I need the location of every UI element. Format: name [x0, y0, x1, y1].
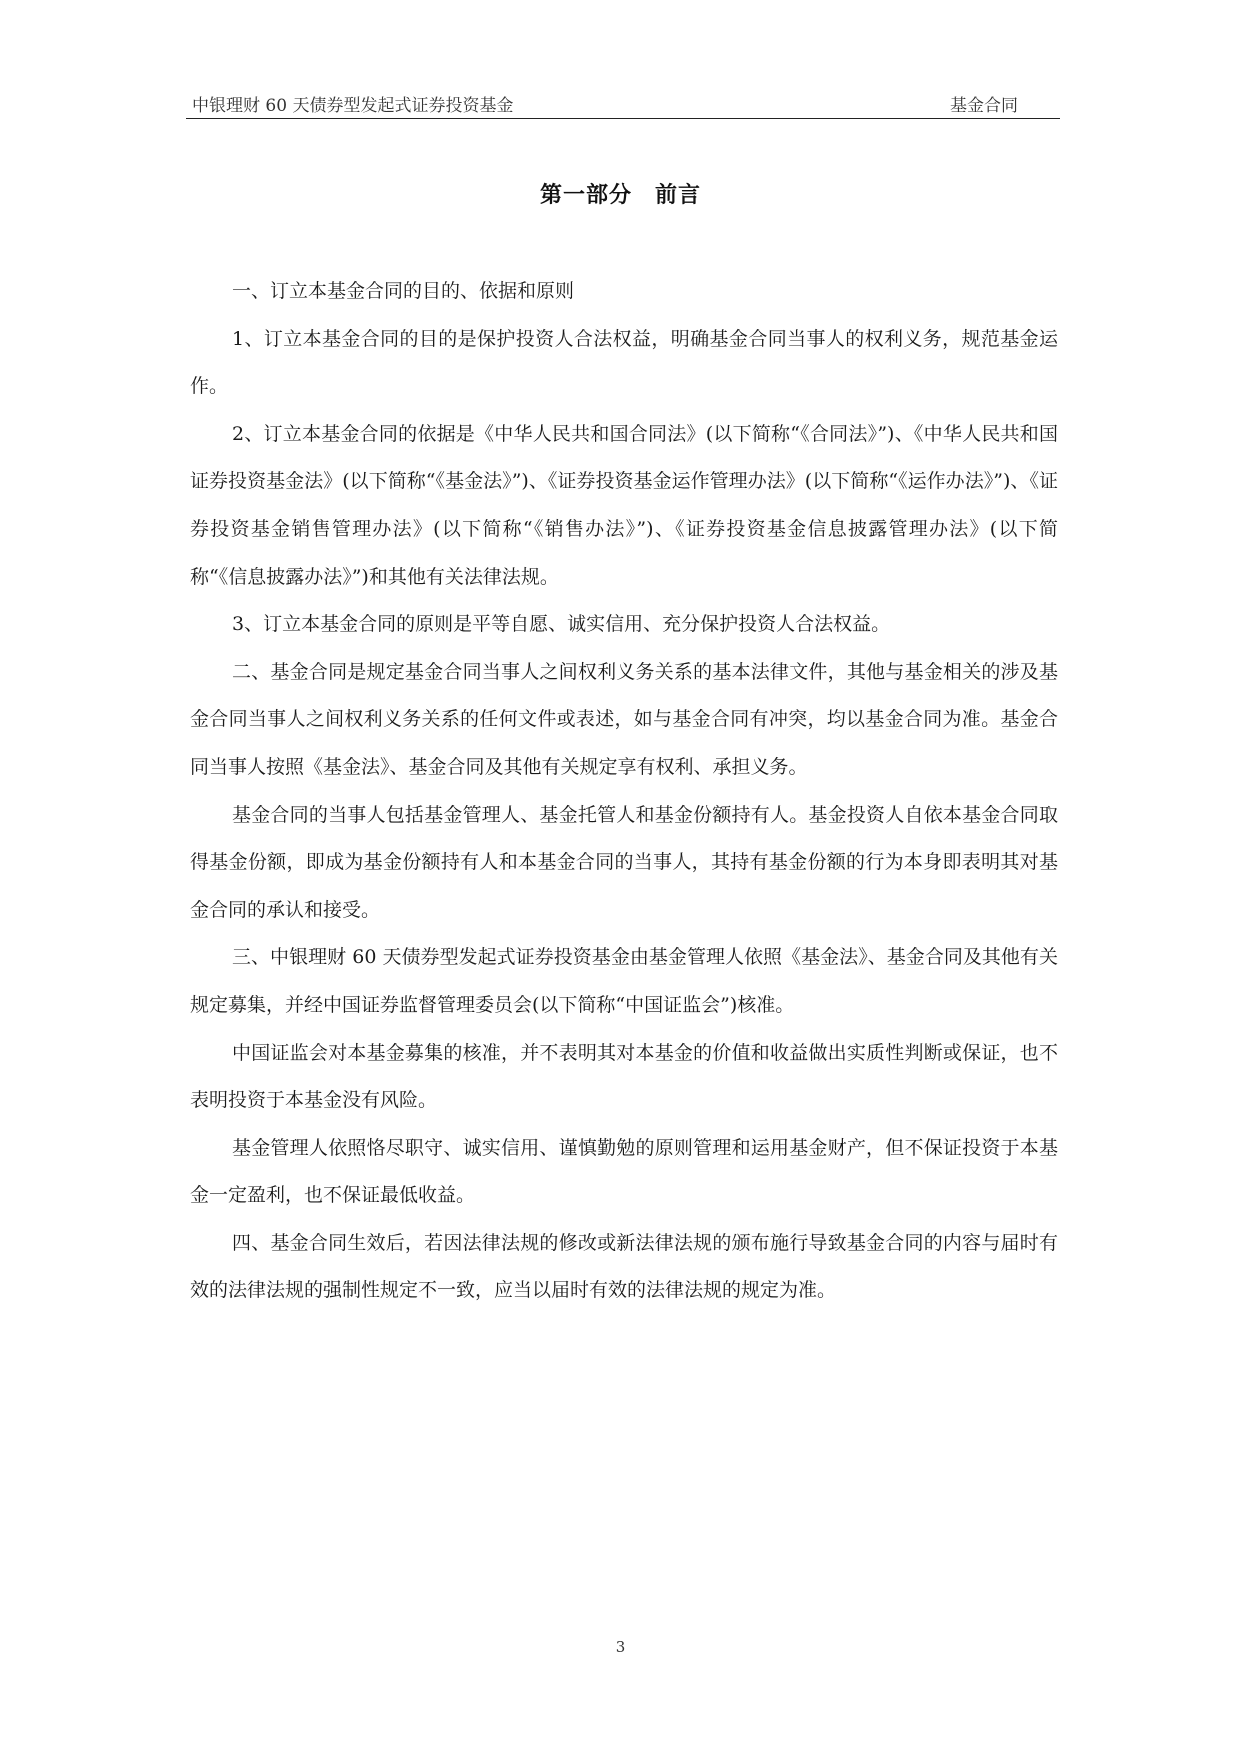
- paragraph: 三、中银理财 60 天债券型发起式证券投资基金由基金管理人依照《基金法》、基金合同及其他有关规定募集，并经中国证券监督管理委员会(以下简称“中国证监会”)核准。: [190, 946, 1058, 1016]
- paragraph: 四、基金合同生效后，若因法律法规的修改或新法律法规的颁布施行导致基金合同的内容与届时有效的法律法规的强制性规定不一致，应当以届时有效的法律法规的规定为准。: [190, 1231, 1058, 1302]
- header-fund-name: 中银理财 60 天债券型发起式证券投资基金: [192, 96, 514, 116]
- header-document-type: 基金合同: [950, 96, 1018, 116]
- paragraph: 2、订立本基金合同的依据是《中华人民共和国合同法》(以下简称“《合同法》”)、《中华人民共和国证券投资基金法》(以下简称“《基金法》”)、《证券投资基金运作管理办法》(以下简称“《运作办法》”)、《证券投资基金销售管理办法》(以下简称“《销售办法》”)、《证券投资基金信息披露管理办法》(以下简称“《信息披露办法》”)和其他有关法律法规。: [190, 422, 1058, 588]
- paragraph: 基金管理人依照恪尽职守、诚实信用、谨慎勤勉的原则管理和运用基金财产，但不保证投资于本基金一定盈利，也不保证最低收益。: [190, 1136, 1058, 1207]
- paragraph: 二、基金合同是规定基金合同当事人之间权利义务关系的基本法律文件，其他与基金相关的涉及基金合同当事人之间权利义务关系的任何文件或表述，如与基金合同有冲突，均以基金合同为准。基金合同当事人按照《基金法》、基金合同及其他有关规定享有权利、承担义务。: [190, 660, 1058, 778]
- paragraph: 1、订立本基金合同的目的是保护投资人合法权益，明确基金合同当事人的权利义务，规范基金运作。: [190, 327, 1058, 398]
- paragraph: 3、订立本基金合同的原则是平等自愿、诚实信用、充分保护投资人合法权益。: [232, 613, 891, 636]
- section-title: 第一部分 前言: [539, 182, 701, 208]
- paragraph: 一、订立本基金合同的目的、依据和原则: [232, 280, 575, 302]
- page-number: 3: [615, 1638, 626, 1656]
- paragraph: 中国证监会对本基金募集的核准，并不表明其对本基金的价值和收益做出实质性判断或保证，也不表明投资于本基金没有风险。: [190, 1041, 1058, 1112]
- document-body: [190, 268, 1058, 1315]
- page-header: [186, 88, 1060, 119]
- paragraph: 基金合同的当事人包括基金管理人、基金托管人和基金份额持有人。基金投资人自依本基金合同取得基金份额，即成为基金份额持有人和本基金合同的当事人，其持有基金份额的行为本身即表明其对基金合同的承认和接受。: [190, 803, 1058, 921]
